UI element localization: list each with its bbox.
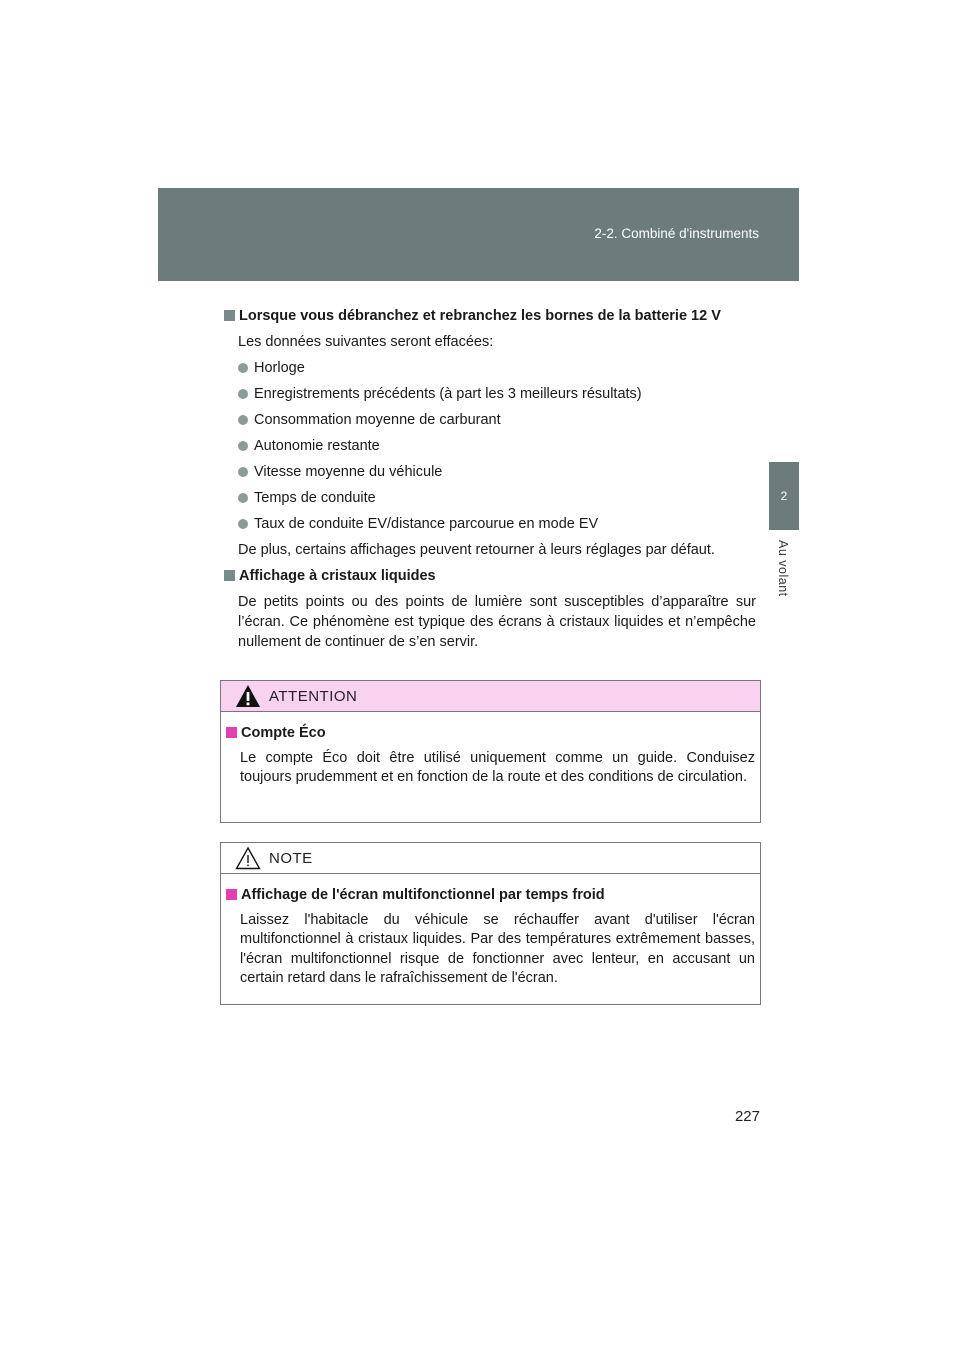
- attention-title: ATTENTION: [269, 687, 358, 705]
- cold-weather-heading-text: Affichage de l'écran multifonctionnel par temps froid: [241, 887, 605, 903]
- note-title: NOTE: [269, 849, 313, 867]
- eco-text: Le compte Éco doit être utilisé uniquement comme un guide. Conduisez toujours prudemment et en fonction de la route et des conditions de circulation.: [240, 749, 755, 785]
- circle-bullet-icon: [238, 415, 248, 425]
- chapter-label: Au volant: [776, 540, 790, 597]
- list-item-text: Enregistrements précédents (à part les 3 meilleurs résultats): [254, 386, 642, 402]
- chapter-number: 2: [780, 489, 788, 503]
- circle-bullet-icon: [238, 389, 248, 399]
- cold-weather-heading: [226, 886, 755, 906]
- square-bullet-icon: [224, 310, 235, 321]
- list-item-text: Horloge: [254, 360, 305, 376]
- battery-intro: Les données suivantes seront effacées:: [238, 334, 494, 350]
- list-item-text: Autonomie restante: [254, 438, 380, 454]
- lcd-text: De petits points ou des points de lumière sont susceptibles d’apparaître sur l’écran. Ce phénomène est typique des écrans à cristaux liquides et n’empêche nullement de continuer de s’en servir.: [238, 594, 756, 650]
- circle-bullet-icon: [238, 363, 248, 373]
- circle-bullet-icon: [238, 441, 248, 451]
- chapter-tab: [769, 462, 799, 530]
- caution-outline-icon: [235, 846, 261, 870]
- circle-bullet-icon: [238, 519, 248, 529]
- list-item: [238, 410, 756, 430]
- warning-triangle-icon: [235, 684, 261, 708]
- list-item: [238, 488, 756, 508]
- list-item: [238, 358, 756, 378]
- attention-box: [220, 680, 761, 823]
- battery-heading-text: Lorsque vous débranchez et rebranchez les bornes de la batterie 12 V: [239, 308, 721, 324]
- cold-weather-text: Laissez l'habitacle du véhicule se réchauffer avant d'utiliser l'écran multifonctionnel à cristaux liquides. Par des températures extrêmement basses, l'écran multifonctionnel risque de fonctionner avec lenteur, en accusant un certain retard dans le rafraîchissement de l'écran.: [240, 911, 755, 986]
- eco-heading-text: Compte Éco: [241, 725, 326, 741]
- square-bullet-icon: [226, 727, 237, 738]
- list-item: [238, 436, 756, 456]
- list-item-text: Temps de conduite: [254, 490, 376, 506]
- square-bullet-icon: [224, 570, 235, 581]
- page-number: 227: [734, 1108, 760, 1125]
- list-item-text: Consommation moyenne de carburant: [254, 412, 501, 428]
- battery-section-heading: [224, 306, 756, 326]
- section-title: 2-2. Combiné d'instruments: [594, 226, 759, 241]
- list-item-text: Vitesse moyenne du véhicule: [254, 464, 443, 480]
- square-bullet-icon: [226, 889, 237, 900]
- list-item-text: Taux de conduite EV/distance parcourue en mode EV: [254, 516, 599, 532]
- attention-header: [221, 681, 760, 712]
- list-item: [238, 462, 756, 482]
- note-header: [221, 843, 760, 874]
- list-item: [238, 384, 756, 404]
- lcd-heading-text: Affichage à cristaux liquides: [239, 568, 436, 584]
- chapter-header-band: [158, 188, 799, 281]
- note-box: [220, 842, 761, 1005]
- list-item: [238, 514, 756, 534]
- circle-bullet-icon: [238, 467, 248, 477]
- lcd-section-heading: [224, 566, 756, 586]
- eco-heading: [226, 724, 755, 744]
- main-content: [224, 306, 756, 658]
- circle-bullet-icon: [238, 493, 248, 503]
- battery-outro: De plus, certains affichages peuvent retourner à leurs réglages par défaut.: [238, 542, 715, 558]
